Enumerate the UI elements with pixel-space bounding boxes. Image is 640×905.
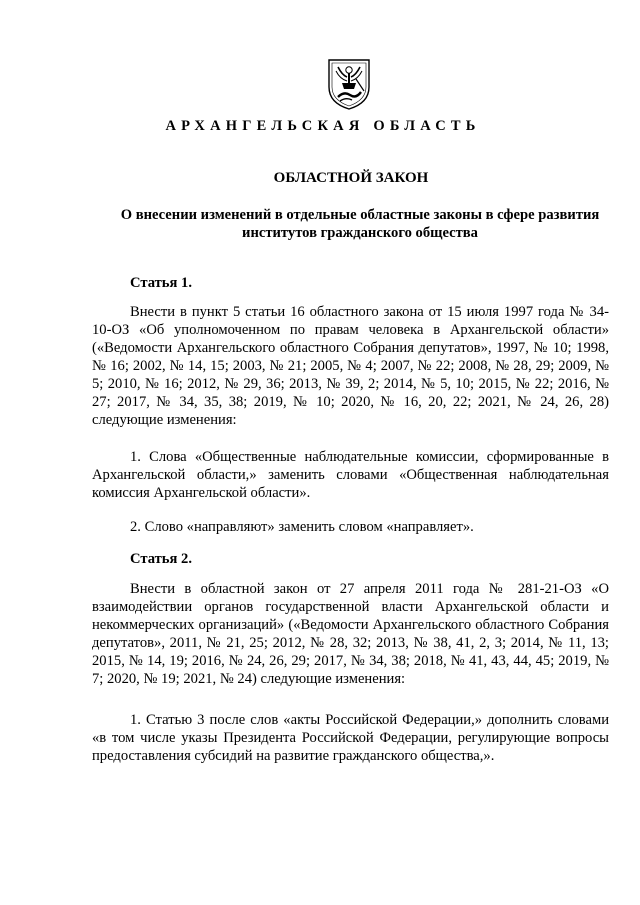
article-2-heading: Статья 2. — [130, 551, 192, 567]
law-title: О внесении изменений в отдельные областные законы в сфере развития институтов гражданского общества — [120, 207, 600, 241]
coat-of-arms-icon — [326, 57, 372, 111]
document-type: ОБЛАСТНОЙ ЗАКОН — [273, 170, 429, 186]
article-2-intro: Внести в областной закон от 27 апреля 2011 года № 281-21-ОЗ «О взаимодействии органов государственной власти Архангельской области и некоммерческих организаций» («Ведомости Архангельского областного Собрания депутатов», 2011, № 21, 25; 2012, № 28, 32; 2013, № 38, 41, 2, 3; 2014, № 11, 13; 2015, № 14, 19; 2016, № 24, 26, 29; 2017, № 34, 38; 2018, № 41, 43, 44, 45; 2019, № 7; 2020, № 19; 2021, № 24) следующие изменения: — [92, 581, 609, 687]
article-1-item-2: 2. Слово «направляют» заменить словом «направляет». — [130, 519, 474, 535]
article-1-intro: Внести в пункт 5 статьи 16 областного закона от 15 июля 1997 года № 34-10-ОЗ «Об уполномоченном по правам человека в Архангельской области» («Ведомости Архангельского областного Собрания депутатов», 1997, № 10; 1998, № 16; 2002, № 14, 15; 2003, № 21; 2005, № 4; 2007, № 22; 2008, № 28, 29; 2009, № 5; 2010, № 16; 2012, № 29, 36; 2013, № 39, 2; 2014, № 5, 10; 2015, № 22; 2016, № 27; 2017, № 34, 35, 38; 2019, № 10; 2020, № 16, 20, 22; 2021, № 24, 26, 28) следующие изменения: — [92, 304, 609, 428]
article-1-heading: Статья 1. — [130, 275, 192, 291]
article-1-item-1: 1. Слова «Общественные наблюдательные комиссии, сформированные в Архангельской области,» заменить словами «Общественная наблюдательная комиссия Архангельской области». — [92, 449, 609, 501]
region-name: АРХАНГЕЛЬСКАЯ ОБЛАСТЬ — [165, 118, 481, 134]
article-2-item-1: 1. Статью 3 после слов «акты Российской Федерации,» дополнить словами «в том числе указы Президента Российской Федерации, регулирующие вопросы предоставления субсидий на развитие гражданского общества,». — [92, 712, 609, 764]
